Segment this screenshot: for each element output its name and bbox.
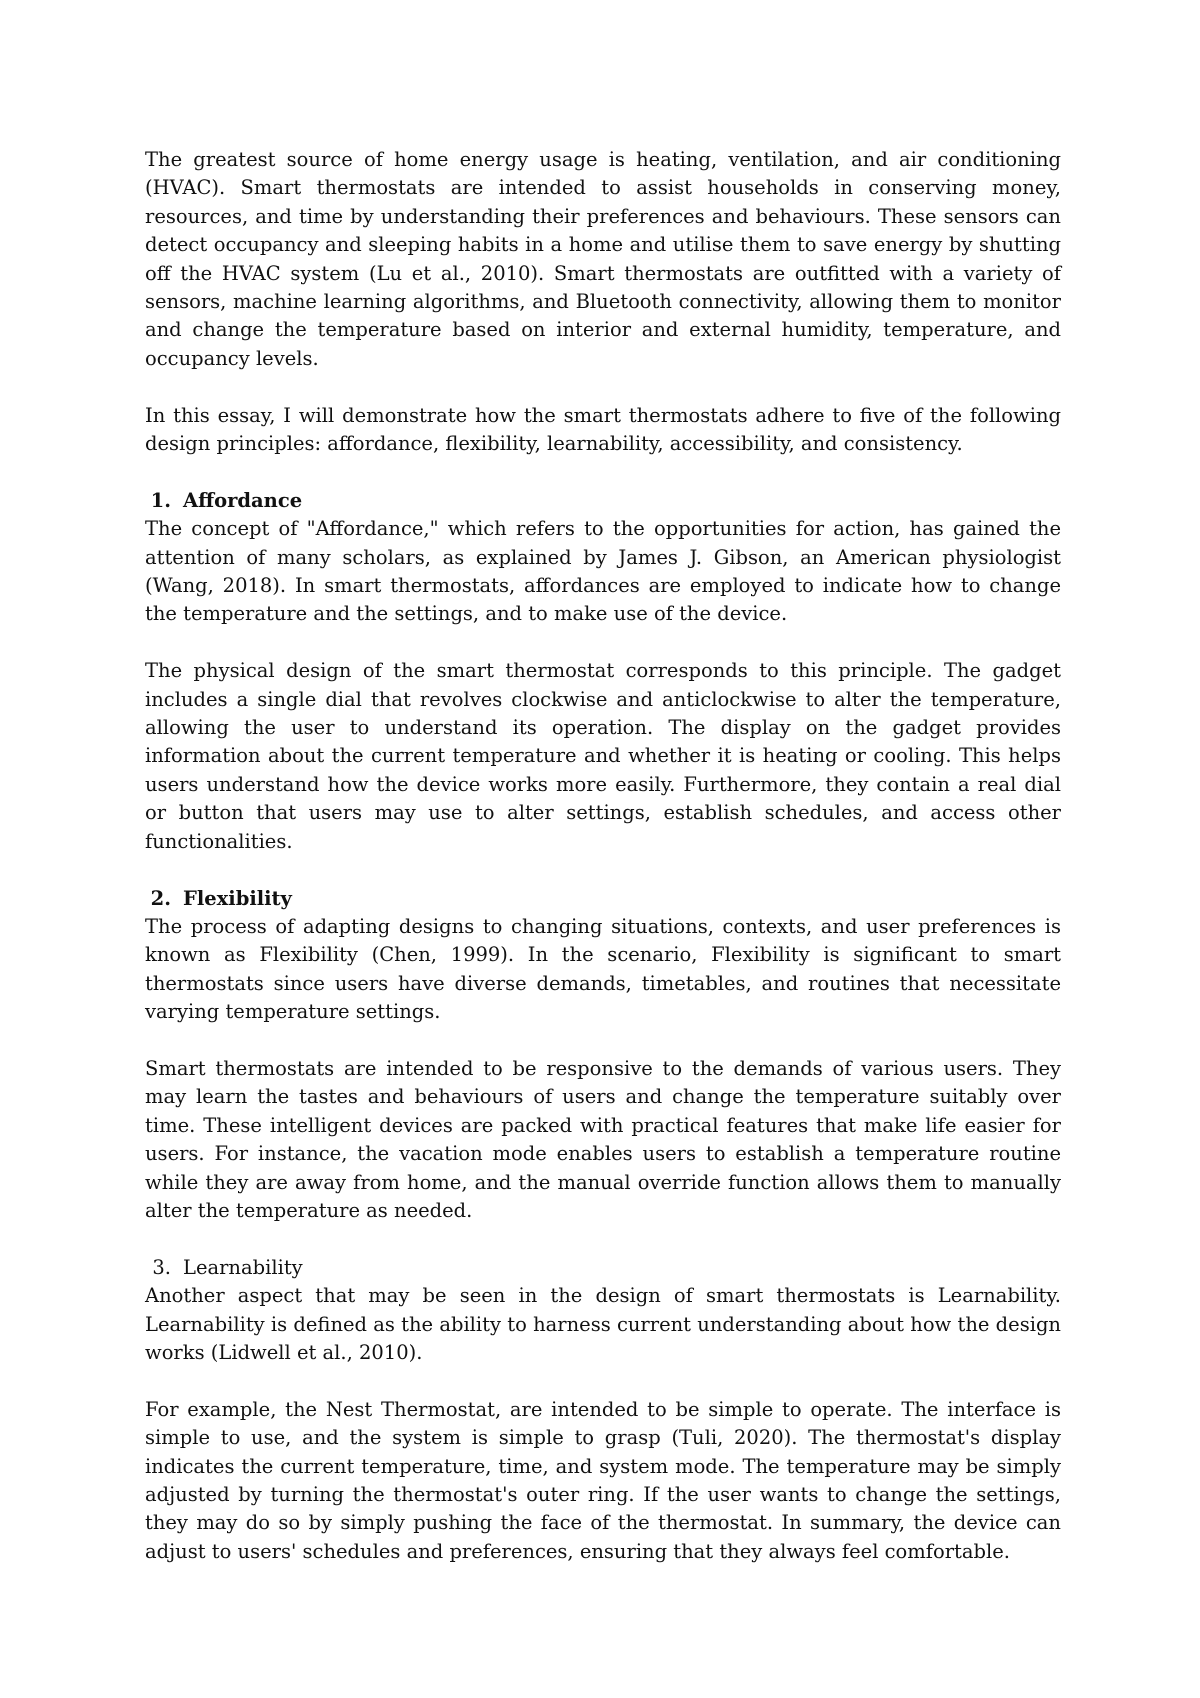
flexibility-paragraph-1: The process of adapting designs to changing situations, contexts, and user preferences is known as Flexibility (Chen, 1999). In the scenario, Flexibility is significant to smart thermostats since users have diverse demands, timetables, and routines that necessitate varying temperature settings.: [145, 914, 1061, 1024]
section-number: 3.: [152, 1255, 171, 1279]
section-heading-affordance: [145, 487, 1061, 515]
section-number: 2.: [150, 886, 171, 910]
affordance-paragraph-2: The physical design of the smart thermostat corresponds to this principle. The gadget includes a single dial that revolves clockwise and anticlockwise to alter the temperature, allowing the user to understand its operation. The display on the gadget provides information about the current temperature and whether it is heating or cooling. This helps users understand how the device works more easily. Furthermore, they contain a real dial or button that users may use to alter settings, establish schedules, and access other functionalities.: [145, 659, 1061, 853]
intro-paragraph-2: In this essay, I will demonstrate how the smart thermostats adhere to five of the following design principles: affordance, flexibility, learnability, accessibility, and consistency.: [145, 403, 1061, 456]
flexibility-paragraph-2: Smart thermostats are intended to be responsive to the demands of various users. They may learn the tastes and behaviours of users and change the temperature suitably over time. These intelligent devices are packed with practical features that make life easier for users. For instance, the vacation mode enables users to establish a temperature routine while they are away from home, and the manual override function allows them to manually alter the temperature as needed.: [145, 1056, 1061, 1222]
section-heading-flexibility: [145, 885, 1061, 913]
learnability-paragraph-2: For example, the Nest Thermostat, are intended to be simple to operate. The interface is simple to use, and the system is simple to grasp (Tuli, 2020). The thermostat's display indicates the current temperature, time, and system mode. The temperature may be simply adjusted by turning the thermostat's outer ring. If the user wants to change the settings, they may do so by simply pushing the face of the thermostat. In summary, the device can adjust to users' schedules and preferences, ensuring that they always feel comfortable.: [145, 1397, 1061, 1563]
section-number: 1.: [150, 488, 171, 512]
document-page: [145, 146, 1061, 1595]
section-title: Affordance: [183, 488, 303, 512]
affordance-paragraph-1: The concept of "Affordance," which refers to the opportunities for action, has gained the attention of many scholars, as explained by James J. Gibson, an American physiologist (Wang, 2018). In smart thermostats, affordances are employed to indicate how to change the temperature and the settings, and to make use of the device.: [145, 517, 1061, 626]
section-title: Flexibility: [183, 886, 292, 910]
learnability-paragraph-1: Another aspect that may be seen in the design of smart thermostats is Learnability. Learnability is defined as the ability to harness current understanding about how the design works (Lidwell et al., 2010).: [145, 1284, 1061, 1364]
section-title: Learnability: [183, 1255, 303, 1279]
section-heading-learnability: [145, 1254, 1061, 1282]
intro-paragraph-1: The greatest source of home energy usage is heating, ventilation, and air conditioning (HVAC). Smart thermostats are intended to assist households in conserving money, resources, and time by understanding their preferences and behaviours. These sensors can detect occupancy and sleeping habits in a home and utilise them to save energy by shutting off the HVAC system (Lu et al., 2010). Smart thermostats are outfitted with a variety of sensors, machine learning algorithms, and Bluetooth connectivity, allowing them to monitor and change the temperature based on interior and external humidity, temperature, and occupancy levels.: [145, 148, 1061, 370]
